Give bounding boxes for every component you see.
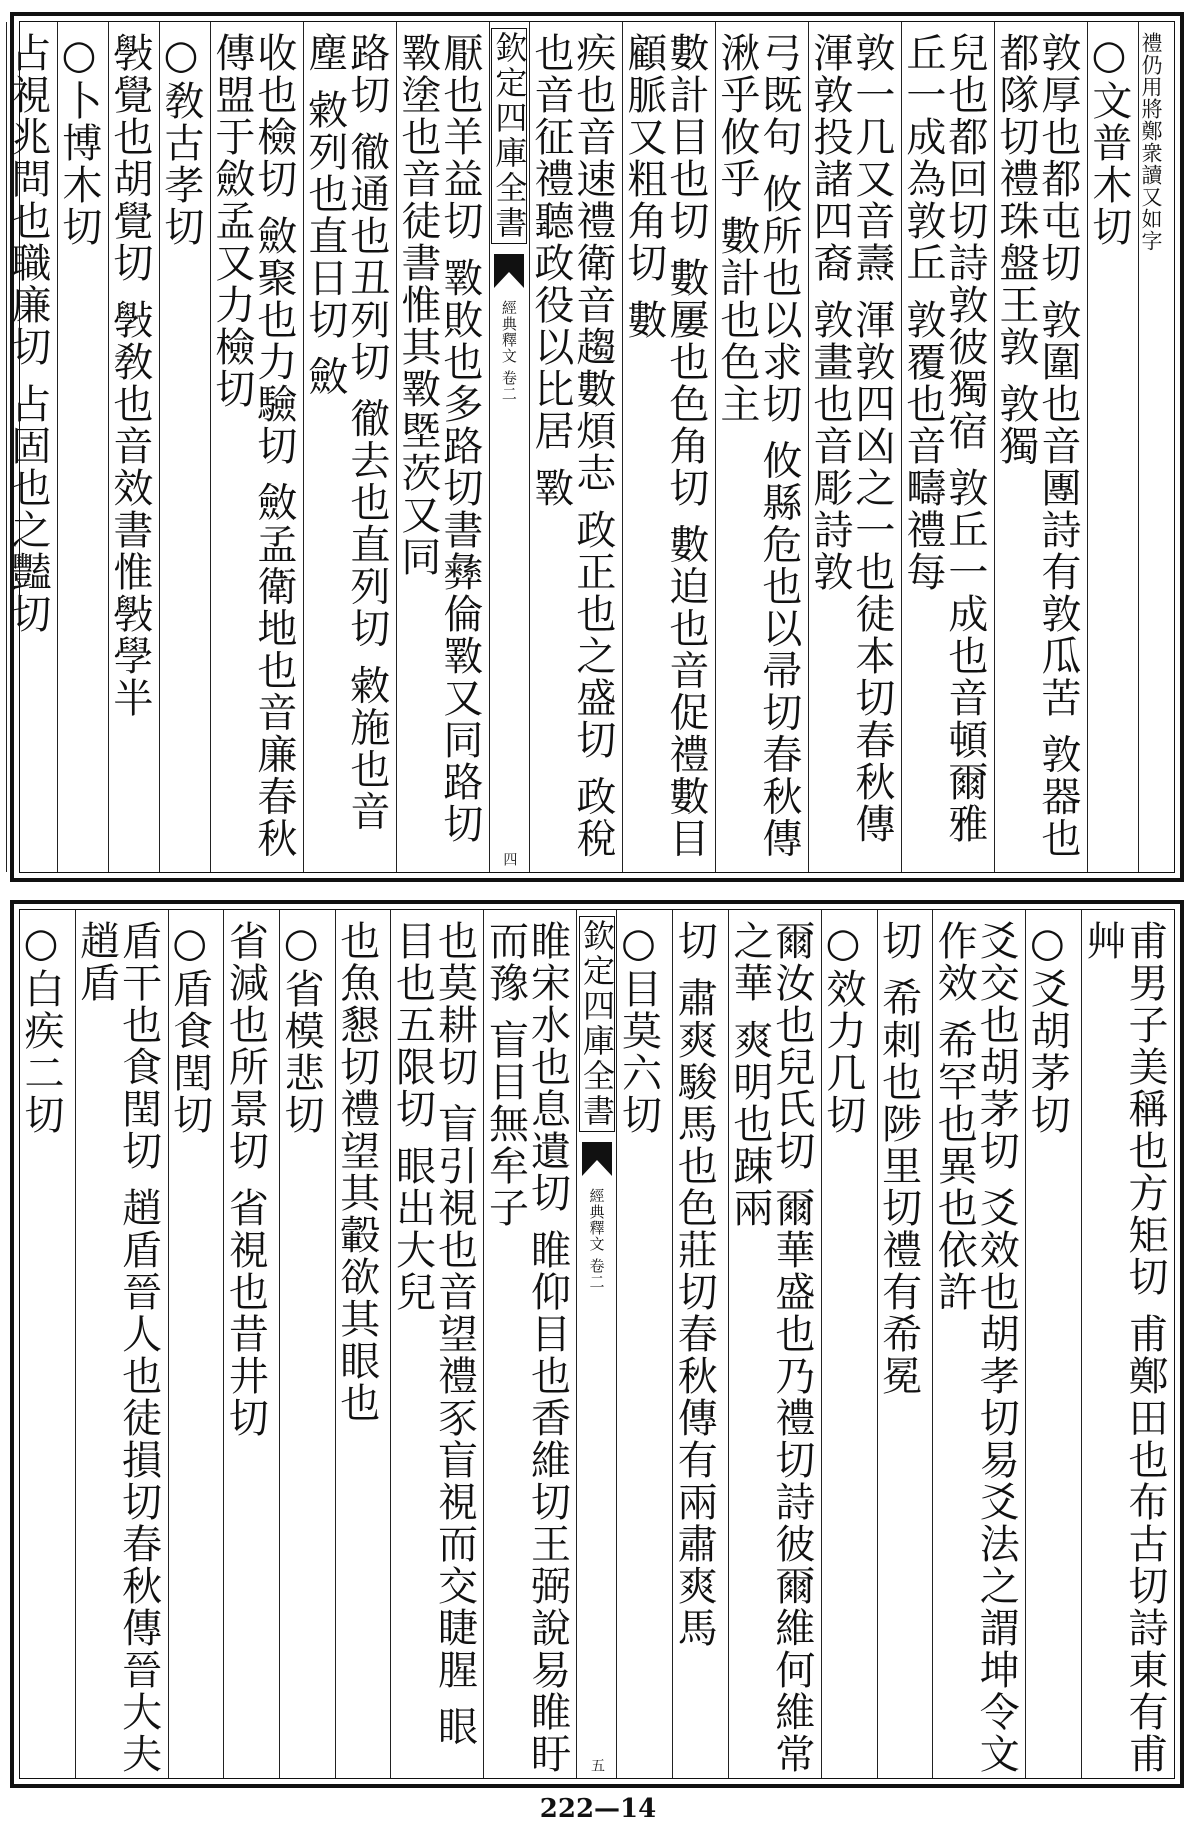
leaf-number: 四 bbox=[501, 852, 518, 866]
text-column bbox=[1087, 22, 1138, 872]
text-column bbox=[390, 910, 483, 1778]
column-text: 敦厚也都屯切 敦圍也音團詩有敦瓜苦 敦器也都隊切禮珠盤王敦 敦獨 bbox=[992, 32, 1081, 860]
fishtail-mark-icon bbox=[582, 1142, 612, 1176]
column-text: ○卜博木切 bbox=[55, 32, 102, 248]
text-column bbox=[672, 910, 728, 1778]
column-text: ○效力几切 bbox=[819, 920, 866, 1136]
text-column bbox=[17, 910, 75, 1778]
fishtail-mark-icon bbox=[494, 254, 524, 288]
text-column bbox=[303, 22, 396, 872]
text-column bbox=[159, 22, 210, 872]
column-text: 省減也所景切 省視也昔井切 bbox=[222, 920, 269, 1439]
text-column bbox=[1138, 22, 1174, 872]
leaf-number: 五 bbox=[588, 1758, 605, 1772]
column-text: ○敎古孝切 bbox=[157, 32, 204, 248]
column-text: ○盾食閏切 bbox=[166, 920, 213, 1136]
column-text: 疾也音速禮衛音趨數煩志 政正也之盛切 政稅也音征禮聽政役以比居 斁 bbox=[527, 32, 616, 860]
column-text: 兒也都回切詩敦彼獨宿 敦丘一成也音頓爾雅丘一成為敦丘 敦覆也音疇禮每 bbox=[899, 32, 988, 845]
text-column bbox=[335, 910, 391, 1778]
text-column bbox=[529, 22, 622, 872]
text-column bbox=[877, 910, 933, 1778]
text-column bbox=[616, 910, 672, 1778]
text-column bbox=[728, 910, 821, 1778]
column-text: 路切 徹通也丑列切 徹去也直列切 敹施也音塵 敹列也直日切 斂 bbox=[301, 32, 390, 833]
text-column bbox=[168, 910, 224, 1778]
column-text: 禮仍用將鄭衆讀又如字 bbox=[1139, 32, 1163, 252]
text-column bbox=[821, 910, 877, 1778]
text-column bbox=[1025, 910, 1081, 1778]
book-volume-label: 經典釋文 卷二 bbox=[499, 300, 518, 402]
text-column bbox=[994, 22, 1087, 872]
bottom-page-columns bbox=[19, 909, 1175, 1779]
fold-center-column bbox=[576, 910, 616, 1778]
column-text: 爾汝也兒氏切 爾華盛也乃禮切詩彼爾維何維常之華 爽明也踈兩 bbox=[726, 920, 815, 1775]
column-text: 弓既句 攸所也以求切 攸縣危也以帚切春秋傳湫乎攸乎 數計也色主 bbox=[713, 32, 802, 860]
text-column bbox=[75, 910, 168, 1778]
column-text: ○白疾二切 bbox=[17, 920, 64, 1136]
column-text: 切 希刺也陟里切禮有希冕 bbox=[875, 920, 922, 1397]
bottom-page-frame bbox=[10, 900, 1184, 1788]
page-number: 222—14 bbox=[539, 1794, 657, 1824]
column-text: 厭也羊益切 斁敗也多路切書彝倫斁又同路切 斁塗也音徒書惟其斁塈茨又同 bbox=[394, 32, 483, 860]
text-column bbox=[932, 910, 1025, 1778]
top-page-columns bbox=[4, 21, 1175, 873]
column-text: 敦一几又音燾 渾敦四凶之一也徒本切春秋傳渾敦投諸四裔 敦畫也音彫詩敦 bbox=[806, 32, 895, 845]
column-text: 收也檢切 斂聚也力驗切 斂孟衛地也音廉春秋傳盟于斂孟又力檢切 bbox=[208, 32, 297, 860]
column-text: 切 肅爽駿馬也色莊切春秋傳有兩肅爽馬 bbox=[671, 920, 718, 1649]
column-text: 也魚懇切禮望其轂欲其眼也 bbox=[333, 920, 380, 1424]
top-page-frame bbox=[4, 12, 1184, 882]
column-text: ○爻胡茅切 bbox=[1024, 920, 1071, 1136]
column-text: ○文普木切 bbox=[1085, 32, 1132, 248]
column-text: 睢宋水也息遺切 睢仰目也香維切王弼說易睢盱而豫 盲目無牟子 bbox=[482, 920, 571, 1775]
fold-center-column bbox=[489, 22, 529, 872]
text-column bbox=[808, 22, 901, 872]
text-column bbox=[396, 22, 489, 872]
text-column bbox=[6, 22, 57, 872]
text-column bbox=[622, 22, 715, 872]
text-column bbox=[279, 910, 335, 1778]
text-column bbox=[1081, 910, 1174, 1778]
column-text: 占視兆問也職廉切 占固也之豔切 bbox=[4, 32, 51, 635]
book-volume-label: 經典釋文 卷二 bbox=[587, 1188, 606, 1290]
book-series-title: 欽定四庫全書 bbox=[491, 28, 527, 244]
column-text: 也莫耕切 盲引視也音望禮豕盲視而交睫腥 眼目也五限切 眼出大兒 bbox=[389, 920, 478, 1748]
column-text: 斅覺也胡覺切 斅敎也音效書惟斅學半 bbox=[106, 32, 153, 719]
column-text: ○目莫六切 bbox=[615, 920, 662, 1136]
column-text: 爻交也胡茅切 爻效也胡孝切易爻法之謂坤令文作效 希罕也異也依許 bbox=[931, 920, 1020, 1775]
column-text: 盾干也食閏切 趙盾晉人也徒損切春秋傳晉大夫趙盾 bbox=[73, 920, 162, 1775]
text-column bbox=[210, 22, 303, 872]
text-column bbox=[483, 910, 576, 1778]
text-column bbox=[108, 22, 159, 872]
text-column bbox=[223, 910, 279, 1778]
column-text: ○省模悲切 bbox=[278, 920, 325, 1136]
text-column bbox=[901, 22, 994, 872]
text-column bbox=[715, 22, 808, 872]
column-text: 數計目也切 數屢也色角切 數迫也音促禮數目顧脈又粗角切 數 bbox=[620, 32, 709, 860]
text-column bbox=[57, 22, 108, 872]
column-text: 甫男子美稱也方矩切 甫鄭田也布古切詩東有甫艸 bbox=[1080, 920, 1168, 1775]
book-series-title: 欽定四庫全書 bbox=[579, 916, 615, 1132]
